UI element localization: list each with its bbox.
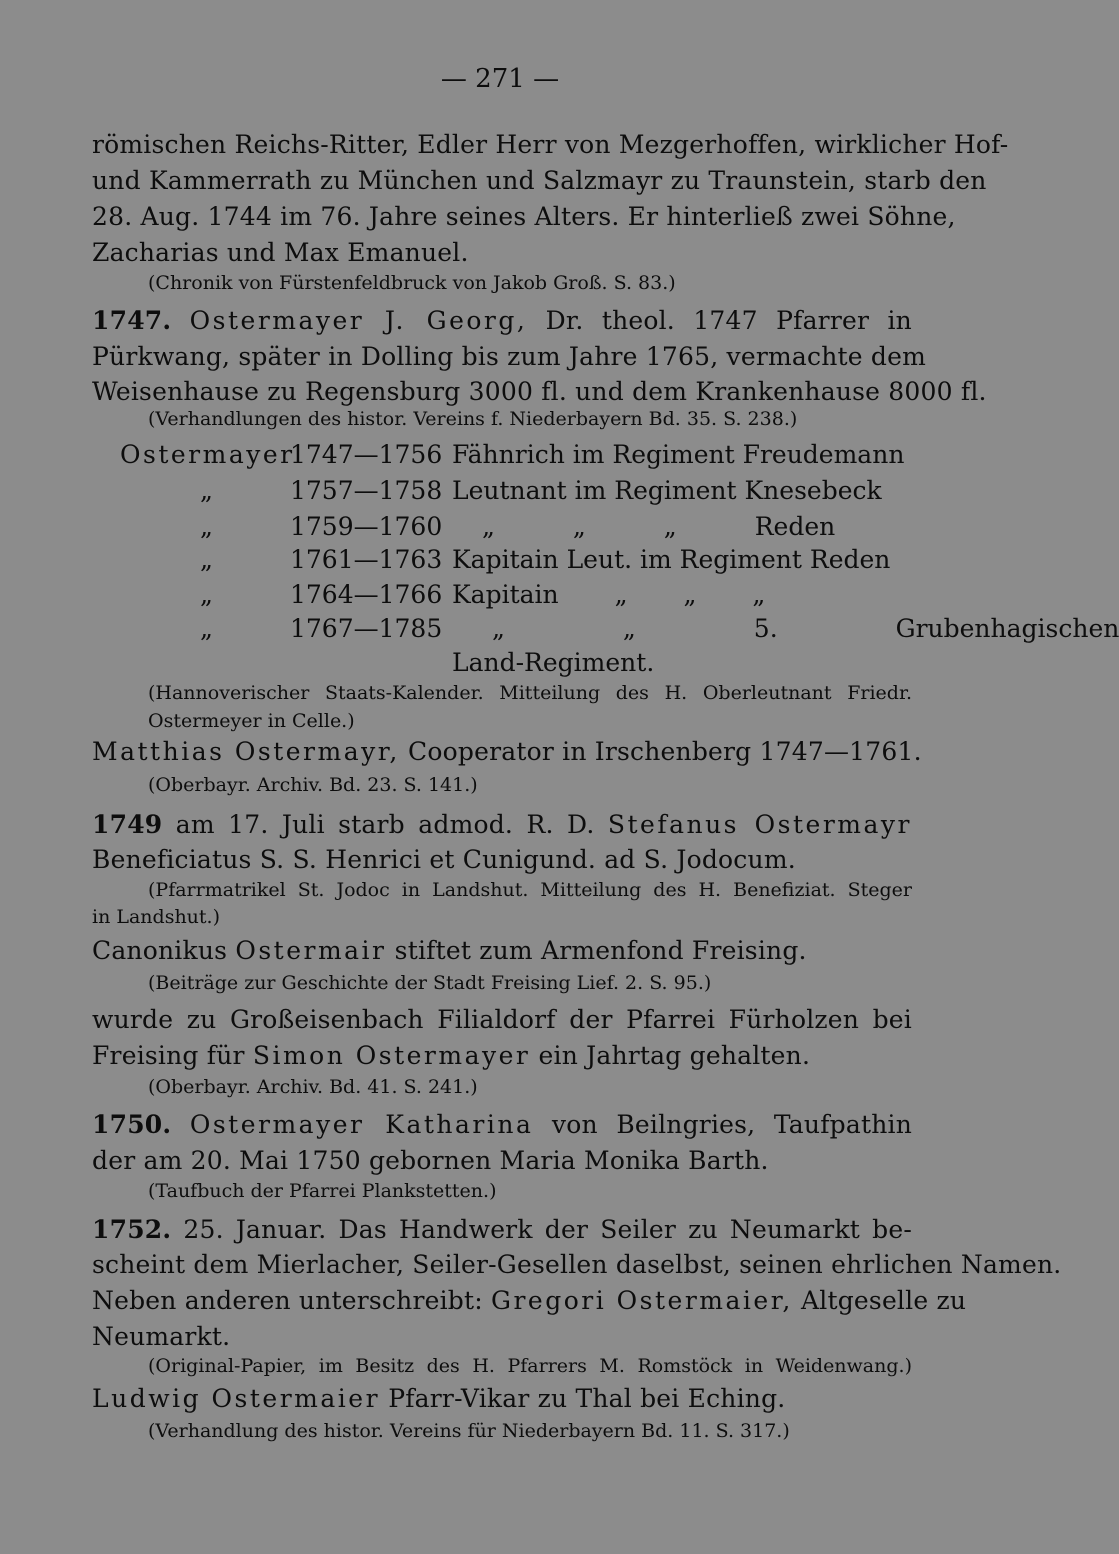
source-citation: (Oberbayr. Archiv. Bd. 41. S. 241.) — [148, 1076, 478, 1098]
text-fragment: stiftet zum Armenfond Freising. — [394, 936, 807, 965]
text-line: Pürkwang, später in Dolling bis zum Jahre 1765, vermachte dem — [92, 342, 926, 371]
text-line: Beneficiatus S. S. Henrici et Cunigund. ad S. Jodocum. — [92, 845, 796, 874]
person-name: Matthias Ostermayr, — [92, 737, 400, 766]
ditto-mark: „ — [200, 614, 213, 643]
source-citation: in Landshut.) — [92, 906, 221, 928]
table-years: 1761—1763 — [290, 545, 443, 574]
text-fragment: Pfarr-Vikar zu Thal bei Eching. — [388, 1384, 786, 1413]
table-years: 1764—1766 — [290, 580, 443, 609]
table-years: 1767—1785 — [290, 614, 443, 643]
page-number: — 271 — — [440, 64, 560, 94]
text-fragment: Freising für — [92, 1041, 245, 1070]
text-line: wurde zu Großeisenbach Filialdorf der Pfarrei Fürholzen bei — [92, 1005, 912, 1034]
table-years: 1757—1758 — [290, 476, 443, 505]
text-fragment: 25. Januar. Das Handwerk der Seiler zu Neumarkt be- — [183, 1215, 912, 1244]
table-years: 1759—1760 — [290, 512, 443, 541]
table-text: Leutnant im Regiment Knesebeck — [452, 476, 882, 505]
person-name: Ostermayer J. Georg, — [189, 306, 528, 335]
source-citation: (Original-Papier, im Besitz des H. Pfarrers M. Romstöck in Weidenwang.) — [148, 1355, 912, 1377]
table-person-name: Ostermayer — [120, 440, 295, 469]
table-text: „ „ „ Reden — [482, 512, 836, 541]
entry-1749-line1 — [92, 810, 912, 839]
text-fragment: Dr. theol. 1747 Pfarrer in — [545, 306, 912, 335]
person-name: Gregori Ostermaier, — [491, 1286, 793, 1315]
text-fragment: Cooperator in Irschenberg 1747—1761. — [408, 737, 922, 766]
source-citation: (Taufbuch der Pfarrei Plankstetten.) — [148, 1180, 497, 1202]
entry-matthias — [92, 737, 922, 766]
table-text: Fähnrich im Regiment Freudemann — [452, 440, 905, 469]
text-fragment: am 17. Juli starb admod. R. D. — [175, 810, 595, 839]
person-name: Ostermayer Katharina — [189, 1110, 534, 1139]
text-line: der am 20. Mai 1750 gebornen Maria Monika Barth. — [92, 1146, 769, 1175]
text-line: Zacharias und Max Emanuel. — [92, 238, 469, 267]
entry-year: 1747. — [92, 306, 172, 335]
source-citation: (Hannoverischer Staats-Kalender. Mitteilung des H. Oberleutnant Friedr. — [148, 682, 912, 704]
person-name: Simon Ostermayer — [252, 1041, 531, 1070]
ditto-mark: „ — [200, 545, 213, 574]
table-text: „ „ 5. Grubenhagischen — [492, 614, 1119, 643]
text-fragment: Neben anderen unterschreibt: — [92, 1286, 483, 1315]
entry-year: 1750. — [92, 1110, 172, 1139]
text-line: Neumarkt. — [92, 1322, 231, 1351]
text-fragment: Altgeselle zu — [801, 1286, 967, 1315]
source-citation: (Verhandlungen des histor. Vereins f. Niederbayern Bd. 35. S. 238.) — [148, 408, 798, 430]
entry-1752-line3 — [92, 1286, 967, 1315]
text-fragment: Canonikus — [92, 936, 228, 965]
entry-1752-line1 — [92, 1215, 912, 1244]
text-fragment: ein Jahrtag gehalten. — [538, 1041, 811, 1070]
source-citation: (Oberbayr. Archiv. Bd. 23. S. 141.) — [148, 774, 478, 796]
table-continuation: Land-Regiment. — [452, 648, 655, 677]
text-line: und Kammerrath zu München und Salzmayr zu Traunstein, starb den — [92, 166, 987, 195]
source-citation: (Pfarrmatrikel St. Jodoc in Landshut. Mitteilung des H. Benefiziat. Steger — [148, 879, 912, 901]
text-line: römischen Reichs-Ritter, Edler Herr von Mezgerhoffen, wirklicher Hof- — [92, 130, 1009, 159]
person-name: Ludwig Ostermaier — [92, 1384, 381, 1413]
entry-year: 1749 — [92, 810, 163, 839]
text-line: 28. Aug. 1744 im 76. Jahre seines Alters. Er hinterließ zwei Söhne, — [92, 202, 956, 231]
ditto-mark: „ — [200, 512, 213, 541]
source-citation: (Beiträge zur Geschichte der Stadt Freising Lief. 2. S. 95.) — [148, 972, 712, 994]
source-citation: Ostermeyer in Celle.) — [148, 710, 355, 732]
person-name: Ostermair — [235, 936, 387, 965]
entry-ludwig — [92, 1384, 912, 1413]
entry-canonikus — [92, 936, 912, 965]
source-citation: (Verhandlung des histor. Vereins für Niederbayern Bd. 11. S. 317.) — [148, 1420, 790, 1442]
text-fragment: von Beilngries, Taufpathin — [551, 1110, 912, 1139]
entry-1750-line1 — [92, 1110, 912, 1139]
text-line: Weisenhause zu Regensburg 3000 fl. und dem Krankenhause 8000 fl. — [92, 377, 987, 406]
ditto-mark: „ — [200, 476, 213, 505]
entry-year: 1752. — [92, 1215, 172, 1244]
table-text: Kapitain „ „ „ — [452, 580, 766, 609]
entry-1747-line1 — [92, 306, 912, 335]
text-line: scheint dem Mierlacher, Seiler-Gesellen daselbst, seinen ehrlichen Namen. — [92, 1250, 1062, 1279]
person-name: Stefanus Ostermayr — [607, 810, 912, 839]
ditto-mark: „ — [200, 580, 213, 609]
source-citation: (Chronik von Fürstenfeldbruck von Jakob Groß. S. 83.) — [148, 272, 676, 294]
table-text: Kapitain Leut. im Regiment Reden — [452, 545, 891, 574]
table-years: 1747—1756 — [290, 440, 443, 469]
entry-simon-line2 — [92, 1041, 912, 1070]
